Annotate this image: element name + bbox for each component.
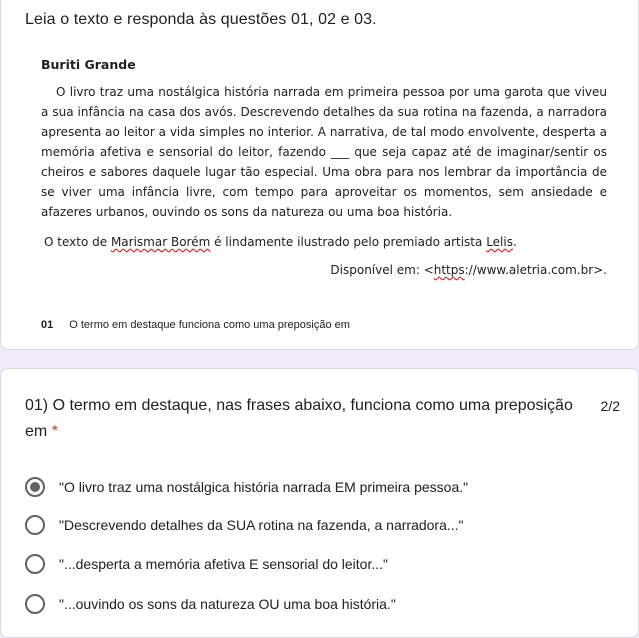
radio-unchecked-icon[interactable] (25, 515, 45, 535)
score-badge: 2/2 (600, 398, 620, 414)
paragraph-part-2: que seja capaz até de imaginar/sentir os cheiros e sabores daquele lugar tão especial. Uma obra para nos lembrar da importância de se viver uma infância livre, com tempo para aproveitar os momentos, sem ansiedade e afazeres urbanos, ouvindo os sons da natureza ou uma boa história. (41, 145, 607, 219)
option-label: "Descrevendo detalhes da SUA rotina na fazenda, a narradora..." (59, 517, 464, 533)
intro-instruction: Leia o texto e responda às questões 01, 02 e 03. (25, 11, 377, 28)
passage-paragraph (41, 82, 607, 222)
option-label: "O livro traz uma nostálgica história narrada EM primeira pessoa." (59, 479, 469, 495)
passage (41, 57, 607, 280)
question-text: 01) O termo em destaque, nas frases abaixo, funciona como uma preposição em (25, 397, 573, 440)
question-card (0, 368, 639, 638)
blank: ___ (331, 145, 350, 159)
option-2[interactable] (25, 513, 464, 537)
source-rest: ://www.aletria.com.br>. (464, 263, 607, 277)
radio-unchecked-icon[interactable] (25, 594, 45, 614)
source-prefix: Disponível em: < (330, 263, 434, 277)
option-label: "...ouvindo os sons da natureza OU uma boa história." (59, 596, 396, 612)
option-1[interactable] (25, 475, 468, 499)
option-label: "...desperta a memória afetiva E sensorial do leitor..." (59, 556, 388, 572)
author-middle: é lindamente ilustrado pelo premiado artista (214, 235, 483, 249)
author-line (41, 232, 607, 252)
passage-title: Buriti Grande (41, 57, 136, 72)
author-prefix: O texto de (44, 235, 108, 249)
radio-unchecked-icon[interactable] (25, 554, 45, 574)
author-end: . (512, 235, 517, 249)
paragraph-part-1: O livro traz uma nostálgica história narrada em primeira pessoa por uma garota que viveu a sua infância na casa dos avós. Descrevendo detalhes da sua rotina na fazenda, a narradora apresenta ao leitor a vida simples no interior. A narrativa, de tal modo envolvente, desperta a memória afetiva e sensorial do leitor, fazendo (41, 85, 607, 159)
source-line (41, 260, 607, 280)
cut-number: 01 (41, 319, 54, 331)
option-3[interactable] (25, 552, 388, 576)
cut-text: O termo em destaque funciona como uma preposição em (69, 319, 350, 331)
radio-checked-icon[interactable] (25, 477, 45, 497)
required-mark: * (51, 423, 58, 440)
source-https: https (433, 263, 465, 277)
illustrator-name: Lelis (486, 235, 513, 249)
author-name: Marismar Borém (110, 235, 211, 249)
option-4[interactable] (25, 592, 396, 616)
cut-off-line (41, 317, 350, 331)
question-title (25, 393, 585, 445)
